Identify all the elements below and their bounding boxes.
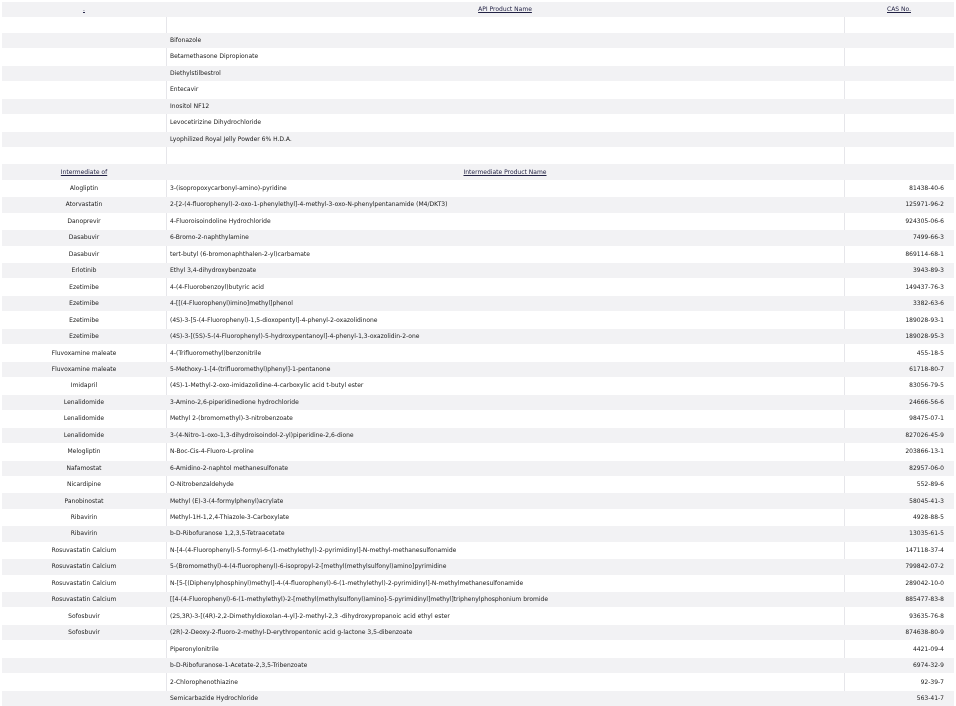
- api-product-name: Entecavir: [170, 86, 199, 94]
- intermediate-of: Ezetimibe: [69, 316, 99, 324]
- intermediate-row: [2, 592, 954, 607]
- intermediate-product-name: N-[4-(4-Fluorophenyl)-5-formyl-6-(1-methylethyl)-2-pyrimidinyl]-N-methyl-methanesulfonamide: [170, 546, 457, 554]
- intermediate-row: [2, 658, 954, 673]
- intermediate-row: [2, 576, 954, 591]
- cas-number: 869114-68-1: [905, 250, 944, 258]
- intermediate-row: [2, 280, 954, 295]
- intermediate-product-name: (4S)-3-[(5S)-5-(4-Fluorophenyl)-5-hydroxypentanoyl]-4-phenyl-1,3-oxazolidin-2-one: [170, 333, 420, 341]
- intermediate-of: Nafamostat: [66, 464, 102, 472]
- cas-number: 799842-07-2: [905, 563, 944, 571]
- cas-number: 93635-76-8: [909, 612, 944, 620]
- intermediate-row: [2, 411, 954, 426]
- cas-number: 924305-06-6: [905, 217, 944, 225]
- intermediate-product-name: b-D-Ribofuranose 1,2,3,5-Tetraacetate: [170, 530, 285, 538]
- intermediate-of: Ezetimibe: [69, 333, 99, 341]
- intermediate-product-name: Methyl (E)-3-(4-formylphenyl)acrylate: [170, 497, 284, 505]
- intermediate-product-name: (4S)-1-Methyl-2-oxo-imidazolidine-4-carboxylic acid t-butyl ester: [170, 382, 364, 390]
- intermediate-row: [2, 510, 954, 525]
- intermediate-product-name: (4S)-3-[5-(4-Fluorophenyl)-1,5-dioxopentyl]-4-phenyl-2-oxazolidinone: [170, 316, 378, 324]
- cas-number: 3382-63-6: [912, 300, 944, 308]
- api-product-row: [2, 82, 954, 97]
- intermediate-row: [2, 395, 954, 410]
- cas-number: 203866-13-1: [905, 448, 944, 456]
- intermediate-row: [2, 329, 954, 344]
- intermediate-row: [2, 559, 954, 574]
- cas-number: 455-18-5: [916, 349, 944, 357]
- intermediate-row: [2, 674, 954, 689]
- cas-number: 3943-89-3: [912, 267, 944, 275]
- blank-row: [2, 148, 954, 163]
- intermediate-of: Lenalidomide: [63, 415, 105, 423]
- intermediate-row: [2, 362, 954, 377]
- api-product-row: [2, 115, 954, 130]
- intermediate-of: Ezetimibe: [69, 283, 99, 291]
- cas-number: 827026-45-9: [905, 431, 944, 439]
- intermediate-row: [2, 345, 954, 360]
- intermediate-row: [2, 641, 954, 656]
- cas-number: 13035-61-5: [909, 530, 944, 538]
- cas-number: 125971-96-2: [905, 201, 944, 209]
- intermediate-of: Atorvastatin: [65, 201, 103, 209]
- intermediate-product-name: 4-Fluoroisoindoline Hydrochloride: [170, 217, 271, 225]
- intermediate-of: Alogliptin: [69, 185, 99, 193]
- intermediate-of: Rosuvastatin Calcium: [51, 563, 117, 571]
- intermediate-row: [2, 181, 954, 196]
- intermediate-of: Lenalidomide: [63, 431, 105, 439]
- intermediate-product-name: (2R)-2-Deoxy-2-fluoro-2-methyl-D-erythropentonic acid g-lactone 3,5-dibenzoate: [170, 629, 413, 637]
- intermediate-of: Sofosbuvir: [68, 629, 100, 637]
- header-intermediate-product-name: Intermediate Product Name: [463, 168, 547, 176]
- intermediate-of: Ribavirin: [70, 530, 98, 538]
- cas-number: 82957-06-0: [909, 464, 944, 472]
- cas-number: 61718-80-7: [909, 365, 944, 373]
- intermediate-row: [2, 312, 954, 327]
- intermediate-product-name: 3-(4-Nitro-1-oxo-1,3-dihydroisoindol-2-yl)piperidine-2,6-dione: [170, 431, 354, 439]
- intermediate-of: Panobinostat: [64, 497, 104, 505]
- intermediate-row: [2, 609, 954, 624]
- intermediate-of: Dasabuvir: [68, 250, 100, 258]
- header-cas-no: CAS No.: [887, 6, 911, 14]
- intermediate-of: Melogliptin: [67, 448, 101, 456]
- intermediate-product-name: (2S,3R)-3-[(4R)-2,2-Dimethyldioxolan-4-yl]-2-methyl-2,3 -dihydroxypropanoic acid ethyl ester: [170, 612, 450, 620]
- cas-number: 7499-66-3: [912, 234, 944, 242]
- blank-row: [2, 17, 954, 32]
- api-product-row: [2, 49, 954, 64]
- intermediate-product-name: b-D-Ribofuranose-1-Acetate-2,3,5-Tribenzoate: [170, 662, 308, 670]
- intermediate-product-name: 5-(Bromomethyl)-4-(4-fluorophenyl)-6-isopropyl-2-[methyl(methylsulfonyl)amino]pyrimidine: [170, 563, 447, 571]
- header-row: [2, 2, 954, 17]
- cas-number: 289042-10-0: [905, 579, 944, 587]
- intermediate-product-name: O-Nitrobenzaldehyde: [170, 481, 234, 489]
- intermediate-of: Lenalidomide: [63, 398, 105, 406]
- intermediate-product-name: N-Boc-Cis-4-Fluoro-L-proline: [170, 448, 254, 456]
- api-product-row: [2, 33, 954, 48]
- intermediate-row: [2, 477, 954, 492]
- intermediate-row: [2, 526, 954, 541]
- intermediate-row: [2, 247, 954, 262]
- cas-number: 98475-07-1: [909, 415, 944, 423]
- intermediate-product-name: 2-[2-(4-fluorophenyl)-2-oxo-1-phenylethyl]-4-methyl-3-oxo-N-phenylpentanamide (M4/DKT3): [170, 201, 448, 209]
- cas-number: 92-39-7: [920, 678, 944, 686]
- intermediate-product-name: 4-(4-Fluorobenzoyl)butyric acid: [170, 283, 264, 291]
- cas-number: 147118-37-4: [905, 546, 944, 554]
- intermediate-row: [2, 230, 954, 245]
- intermediate-product-name: 4-[[(4-Fluorophenyl)imino]methyl]phenol: [170, 300, 293, 308]
- intermediate-of: Fluvoxamine maleate: [51, 365, 117, 373]
- intermediate-row: [2, 543, 954, 558]
- intermediate-row: [2, 461, 954, 476]
- intermediate-product-name: 2-Chlorophenothiazine: [170, 678, 238, 686]
- cas-number: 149437-76-3: [905, 283, 944, 291]
- intermediate-header-row: [2, 164, 954, 179]
- cas-number: 4928-88-5: [912, 514, 944, 522]
- intermediate-of: Rosuvastatin Calcium: [51, 579, 117, 587]
- cas-number: 189028-93-1: [905, 316, 944, 324]
- intermediate-of: Nicardipine: [67, 481, 101, 489]
- api-product-name: Bifonazole: [170, 36, 202, 44]
- cas-number: 83056-79-5: [909, 382, 944, 390]
- intermediate-product-name: 6-Amidino-2-naphtol methanesulfonate: [170, 464, 289, 472]
- intermediate-row: [2, 378, 954, 393]
- intermediate-product-name: 4-(Trifluoromethyl)benzonitrile: [170, 349, 262, 357]
- api-product-name: Levocetirizine Dihydrochloride: [170, 119, 262, 127]
- intermediate-row: [2, 428, 954, 443]
- intermediate-product-name: 3-Amino-2,6-piperidinedione hydrochloride: [170, 398, 299, 406]
- intermediate-product-name: Ethyl 3,4-dihydroxybenzoate: [170, 267, 257, 275]
- header-col1: .: [83, 6, 85, 14]
- api-product-name: Diethylstilbestrol: [170, 69, 221, 77]
- intermediate-of: Ezetimibe: [69, 300, 99, 308]
- intermediate-of: Ribavirin: [70, 514, 98, 522]
- intermediate-row: [2, 444, 954, 459]
- header-api-product-name: API Product Name: [478, 6, 532, 14]
- cas-number: 4421-09-4: [912, 645, 944, 653]
- intermediate-product-name: N-[5-[(Diphenylphosphinyl)methyl]-4-(4-fluorophenyl)-6-(1-methylethyl)-2-pyrimidinyl]-N-methylmethanesulfonamide: [170, 579, 524, 587]
- cas-number: 552-89-6: [916, 481, 944, 489]
- cas-number: 24666-56-6: [909, 398, 944, 406]
- intermediate-row: [2, 625, 954, 640]
- header-intermediate-of: Intermediate of: [60, 168, 108, 176]
- intermediate-of: Fluvoxamine maleate: [51, 349, 117, 357]
- intermediate-product-name: [[4-(4-Fluorophenyl)-6-(1-methylethyl)-2-[methyl(methylsulfonyl)amino]-5-pyrimidinyl]methyl]triphenylphosphonium bromide: [170, 596, 549, 604]
- intermediate-product-name: Methyl 2-(bromomethyl)-3-nitrobenzoate: [170, 415, 293, 423]
- intermediate-product-name: 5-Methoxy-1-[4-(trifluoromethyl)phenyl]-1-pentanone: [170, 365, 331, 373]
- intermediate-of: Sofosbuvir: [68, 612, 100, 620]
- api-product-name: Betamethasone Dipropionate: [170, 53, 259, 61]
- cas-number: 81438-40-6: [909, 185, 944, 193]
- intermediate-row: [2, 691, 954, 706]
- intermediate-row: [2, 197, 954, 212]
- api-product-row: [2, 99, 954, 114]
- cas-number: 885477-83-8: [905, 596, 944, 604]
- cas-number: 874638-80-9: [905, 629, 944, 637]
- intermediate-of: Rosuvastatin Calcium: [51, 546, 117, 554]
- cas-number: 189028-95-3: [905, 333, 944, 341]
- intermediate-of: Erlotinib: [71, 267, 97, 275]
- cas-number: 58045-41-3: [909, 497, 944, 505]
- intermediate-row: [2, 296, 954, 311]
- intermediate-product-name: 6-Bromo-2-naphthylamine: [170, 234, 249, 242]
- api-product-row: [2, 66, 954, 81]
- api-product-row: [2, 132, 954, 147]
- api-product-name: Lyophilized Royal Jelly Powder 6% H.D.A.: [170, 135, 292, 143]
- intermediate-row: [2, 263, 954, 278]
- intermediate-product-name: Piperonylonitrile: [170, 645, 219, 653]
- intermediate-product-name: Semicarbazide Hydrochloride: [170, 694, 259, 702]
- cas-number: 563-41-7: [916, 694, 944, 702]
- intermediate-of: Imidapril: [70, 382, 98, 390]
- intermediate-product-name: Methyl-1H-1,2,4-Thiazole-3-Carboxylate: [170, 514, 290, 522]
- intermediate-of: Rosuvastatin Calcium: [51, 596, 117, 604]
- intermediate-product-name: tert-butyl (6-bromonaphthalen-2-yl)carbamate: [170, 250, 310, 258]
- intermediate-row: [2, 214, 954, 229]
- intermediate-product-name: 3-(isopropoxycarbonyl-amino)-pyridine: [170, 185, 287, 193]
- intermediate-of: Danoprevir: [67, 217, 101, 225]
- intermediate-row: [2, 493, 954, 508]
- api-product-name: Inositol NF12: [170, 102, 210, 110]
- cas-number: 6974-32-9: [912, 662, 944, 670]
- intermediate-of: Dasabuvir: [68, 234, 100, 242]
